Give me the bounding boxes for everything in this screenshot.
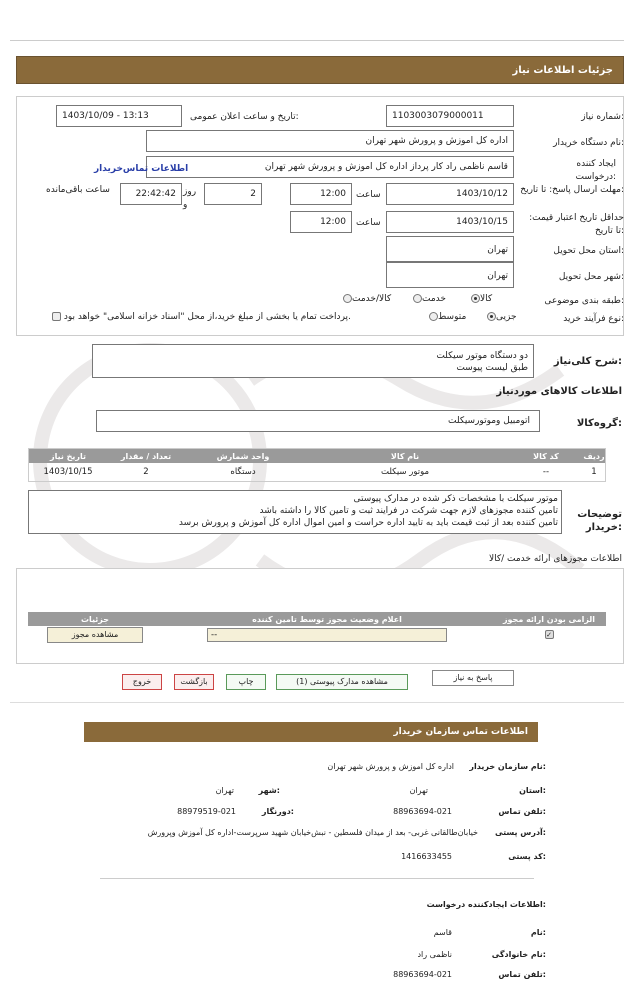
delivery-province-field: تهران <box>386 236 514 262</box>
requester-label: ایجاد کننده درخواست: <box>575 159 616 182</box>
summary-line-1: دو دستگاه موتور سیکلت <box>436 351 528 361</box>
permit-col-details: جزئیات <box>28 612 162 626</box>
category-label: طبقه بندی موضوعی: <box>544 296 624 306</box>
summary-label: شرح کلی‌نیاز: <box>553 356 622 367</box>
radio-icon[interactable] <box>429 312 438 321</box>
radio-icon[interactable] <box>343 294 352 303</box>
contact-phone-value: 88963694-021 <box>393 807 452 816</box>
page-title: جزئیات اطلاعات نیاز <box>16 56 624 84</box>
radio-selected-icon[interactable] <box>471 294 480 303</box>
announce-datetime-field: 1403/10/09 - 13:13 <box>56 105 182 127</box>
delivery-province-label: استان محل تحویل: <box>553 246 624 256</box>
goods-info-title: اطلاعات کالاهای موردنیاز <box>496 386 622 397</box>
creator-first-name-label: نام: <box>530 928 546 937</box>
col-header-name: نام کالا <box>301 449 509 463</box>
permit-col-required: الزامی بودن ارائه مجوز <box>492 612 606 626</box>
cell-date: 1403/10/15 <box>43 467 93 477</box>
reply-days-label: روز و <box>183 187 197 210</box>
remaining-time-field: 22:42:42 <box>120 183 182 205</box>
table-row <box>29 463 605 481</box>
price-validity-label: حداقل تاریخ اعتبار قیمت: تا تاریخ: <box>529 213 624 236</box>
process-option-medium[interactable]: متوسط <box>426 312 466 322</box>
price-validity-date: 1403/10/15 <box>386 211 514 233</box>
col-header-unit: واحد شمارش <box>185 449 301 463</box>
reply-time-label: ساعت <box>356 190 381 200</box>
treasury-payment-option[interactable]: پرداخت تمام یا بخشی از مبلغ خرید،از محل "اسناد خزانه اسلامی" خواهد بود. <box>52 312 351 322</box>
col-header-qty: تعداد / مقدار <box>107 449 185 463</box>
exit-button[interactable]: خروج <box>122 674 162 690</box>
creator-last-name-label: نام خانوادگی: <box>491 950 546 959</box>
contact-province-label: استان: <box>519 786 546 795</box>
goods-table <box>28 448 606 482</box>
checkbox-icon[interactable] <box>52 312 61 321</box>
contact-address-value: خیابان‌طالقانی غربی- بعد از میدان فلسطین - نبش‌خیابان شهید سرپرست-اداره کل آموزش وپرورش <box>147 828 478 837</box>
permits-title: اطلاعات مجوزهای ارائه خدمت /کالا <box>488 554 622 564</box>
contact-org-value: اداره کل اموزش و پرورش شهر تهران <box>327 762 454 771</box>
reply-days-field: 2 <box>204 183 262 205</box>
remaining-time-label: ساعت باقی‌مانده <box>46 185 110 195</box>
creator-section-title: اطلاعات ایجادکننده درخواست: <box>426 900 546 909</box>
col-header-code: کد کالا <box>509 449 583 463</box>
delivery-city-label: شهر محل تحویل: <box>558 272 624 282</box>
creator-divider <box>100 878 534 879</box>
view-permit-button[interactable]: مشاهده مجوز <box>47 627 143 643</box>
contact-phone-label: تلفن تماس: <box>498 807 546 816</box>
contact-province-value: تهران <box>409 786 428 795</box>
reply-deadline-time: 12:00 <box>290 183 352 205</box>
price-time-label: ساعت <box>356 218 381 228</box>
section-divider <box>10 702 624 703</box>
goods-group-label: گروه‌کالا: <box>576 418 622 429</box>
buyer-notes-line-3: تامین کننده بعد از ثبت قیمت باید به تایید اداره حراست و امین اموال اداره کل آموزش و پرورش برسد <box>178 518 558 528</box>
buyer-contact-link[interactable]: اطلاعات تماس‌خریدار <box>94 164 189 174</box>
contact-postal-value: 1416633455 <box>401 852 452 861</box>
permit-status-field: -- <box>207 628 447 642</box>
need-number-label: شماره نیاز: <box>581 112 624 122</box>
reply-button[interactable]: پاسخ به نیاز <box>432 670 514 686</box>
delivery-city-field: تهران <box>386 262 514 288</box>
process-label: نوع فرآیند خرید: <box>563 314 624 324</box>
contact-postal-label: کد پستی: <box>508 852 546 861</box>
cell-unit: دستگاه <box>230 467 256 477</box>
radio-icon[interactable] <box>413 294 422 303</box>
cell-qty: 2 <box>143 467 149 477</box>
price-validity-time: 12:00 <box>290 211 352 233</box>
top-divider <box>10 40 624 41</box>
permit-col-status: اعلام وضعیت مجوز توسط تامین کننده <box>162 612 492 626</box>
summary-line-2: طبق لیست پیوست <box>456 363 528 373</box>
buyer-notes-line-1: موتور سیکلت با مشخصات ذکر شده در مدارک پیوستی <box>353 494 558 504</box>
col-header-date: تاریخ نیاز <box>29 449 107 463</box>
contact-section-title: اطلاعات تماس سازمان خریدار <box>84 722 538 742</box>
announce-datetime-label: تاریخ و ساعت اعلان عمومی: <box>190 112 299 122</box>
attachments-button[interactable]: مشاهده مدارک پیوستی (1) <box>276 674 408 690</box>
category-option-goods[interactable]: کالا <box>468 294 492 304</box>
buyer-notes-label: توضیحات خریدار: <box>577 509 622 533</box>
contact-org-label: نام سازمان خریدار: <box>469 762 546 771</box>
category-option-goods-service[interactable]: کالا/خدمت <box>340 294 391 304</box>
table-row <box>28 626 606 644</box>
buyer-org-label: نام دستگاه خریدار: <box>553 138 624 148</box>
creator-last-name-value: ناظمی راد <box>417 950 452 959</box>
goods-group-value: اتومبیل وموتورسیکلت <box>448 416 530 426</box>
need-number-field: 1103003079000011 <box>386 105 514 127</box>
buyer-notes-line-2: تامین کننده مجوزهای لازم جهت شرکت در فرایند ثبت و تامین کالا را داشته باشد <box>259 506 558 516</box>
cell-row: 1 <box>591 467 597 477</box>
contact-address-label: آدرس پستی: <box>495 828 546 837</box>
cell-name: موتور سیکلت <box>380 467 430 477</box>
print-button[interactable]: چاپ <box>226 674 266 690</box>
process-option-minor[interactable]: جزیی <box>484 312 517 322</box>
buyer-org-field: اداره کل اموزش و پرورش شهر تهران <box>146 130 514 152</box>
requester-field: قاسم ناظمی راد کار پرداز اداره کل اموزش و پرورش شهر تهران <box>146 156 514 178</box>
radio-selected-icon[interactable] <box>487 312 496 321</box>
reply-deadline-label: مهلت ارسال پاسخ: تا تاریخ: <box>520 185 624 195</box>
checkbox-checked-icon: ✓ <box>546 631 552 639</box>
contact-city-label: شهر: <box>258 786 280 795</box>
permits-table <box>28 612 606 644</box>
contact-fax-label: دورنگار: <box>261 807 294 816</box>
cell-code: -- <box>542 467 550 477</box>
creator-phone-label: تلفن تماس: <box>498 970 546 979</box>
creator-first-name-value: قاسم <box>433 928 452 937</box>
category-option-service[interactable]: خدمت <box>410 294 446 304</box>
contact-fax-value: 88979519-021 <box>177 807 236 816</box>
back-button[interactable]: بازگشت <box>174 674 214 690</box>
creator-phone-value: 88963694-021 <box>393 970 452 979</box>
contact-city-value: تهران <box>215 786 234 795</box>
col-header-row: ردیف <box>583 449 605 463</box>
reply-deadline-date: 1403/10/12 <box>386 183 514 205</box>
